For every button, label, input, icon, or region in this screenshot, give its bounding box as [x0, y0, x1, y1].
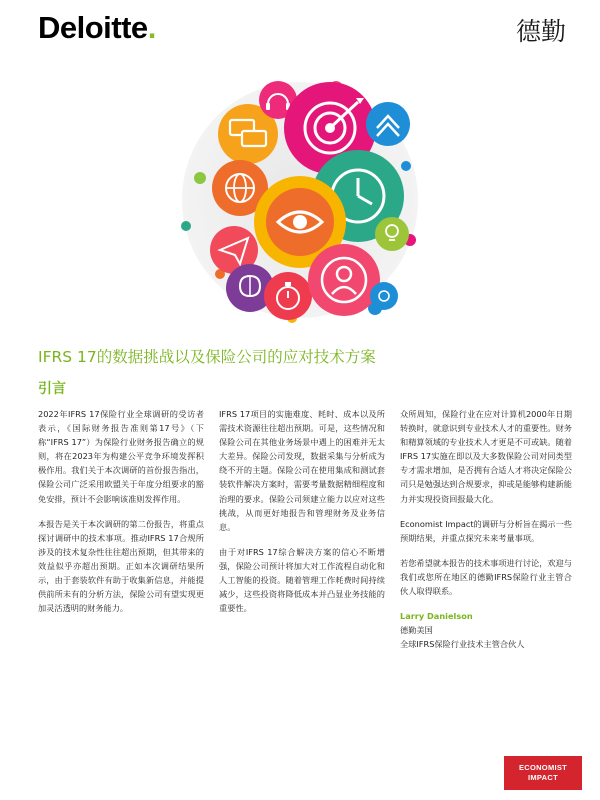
- signature-role: 全球IFRS保险行业技术主管合伙人: [400, 639, 525, 650]
- paragraph: 本报告是关于本次调研的第二份报告，将重点探讨调研中的技术事项。推动IFRS 17合规所涉及的技术复杂性往往超出预期，但其带来的效益似乎亦超出预期。正如本次调研结果所示，由于套装软件有助于收集新信息，并能提供前所未有的分析方法，保险公司有望实现更加灵活透明的财务能力。: [38, 518, 204, 614]
- paragraph: 2022年IFRS 17保险行业全球调研的受访者表示，《国际财务报告准则第17号》（下称“IFRS 17”）为保险行业财务报告确立的规则，将在2023年为构建公平竞争环境发挥积极作用。我们关于本次调研的首份报告指出，保险公司广泛采用欧盟关于年度分组要求的豁免安排，预计不会影响该准则发挥作用。: [38, 409, 204, 504]
- person-icon: [308, 244, 380, 316]
- intro-heading: 引言: [38, 381, 66, 397]
- deloitte-chinese-logo: 德勤: [515, 17, 566, 46]
- hero-illustration: [160, 70, 440, 330]
- economist-impact-badge: [504, 756, 582, 790]
- column-1: [38, 407, 204, 626]
- arrows-icon: [366, 102, 410, 146]
- bubble-icon: [370, 282, 398, 310]
- signature-name: Larry Danielson: [400, 611, 473, 622]
- idea-icon: [375, 217, 409, 251]
- deloitte-logo: Deloitte.: [38, 10, 156, 45]
- badge-line-2: IMPACT: [528, 773, 558, 782]
- paragraph: IFRS 17项目的实施难度、耗时、成本以及所需技术资源往往超出预期。可是，这些情况和保险公司在其他业务场景中遇上的困难并无太大差异。保险公司发现，数据采集与分析成为绕不开的主题。保险公司在使用集成和测试套装软件解决方案时，需要考量数据精细程度和治理的要求。保险公司须建立能力以应对这些挑战，从而更好地报告和管理财务及业务信息。: [219, 409, 385, 532]
- report-title: IFRS 17的数据挑战以及保险公司的应对技术方案: [38, 348, 376, 366]
- column-3: [400, 407, 572, 651]
- paragraph: 众所周知，保险行业在应对计算机2000年日期转换时，就意识到专业技术人才的重要性。财务和精算领域的专业技术人才更是不可或缺。随着IFRS 17实施在即以及大多数保险公司对同类型专才需求增加，是否拥有合适人才将决定保险公司只是勉强达到合规要求，抑或是能够构建新能力并实现投资回报最大化。: [400, 409, 572, 504]
- stopwatch-icon: [264, 272, 312, 320]
- badge-line-1: ECONOMIST: [518, 763, 568, 772]
- paragraph: 由于对IFRS 17综合解决方案的信心不断增强，保险公司预计将加大对工作流程自动化和人工智能的投资。随着管理工作耗费时间持续减少，这些投资将降低成本并凸显业务技能的重要性。: [219, 546, 385, 614]
- paragraph: 若您希望就本报告的技术事项进行讨论，欢迎与我们或您所在地区的德勤IFRS保险行业主管合伙人取得联系。: [400, 557, 572, 597]
- paragraph: Economist Impact的调研与分析旨在揭示一些预期结果，并重点探究未来考量事项。: [400, 518, 572, 543]
- column-2: [219, 407, 385, 626]
- signature-org: 德勤美国: [400, 625, 433, 636]
